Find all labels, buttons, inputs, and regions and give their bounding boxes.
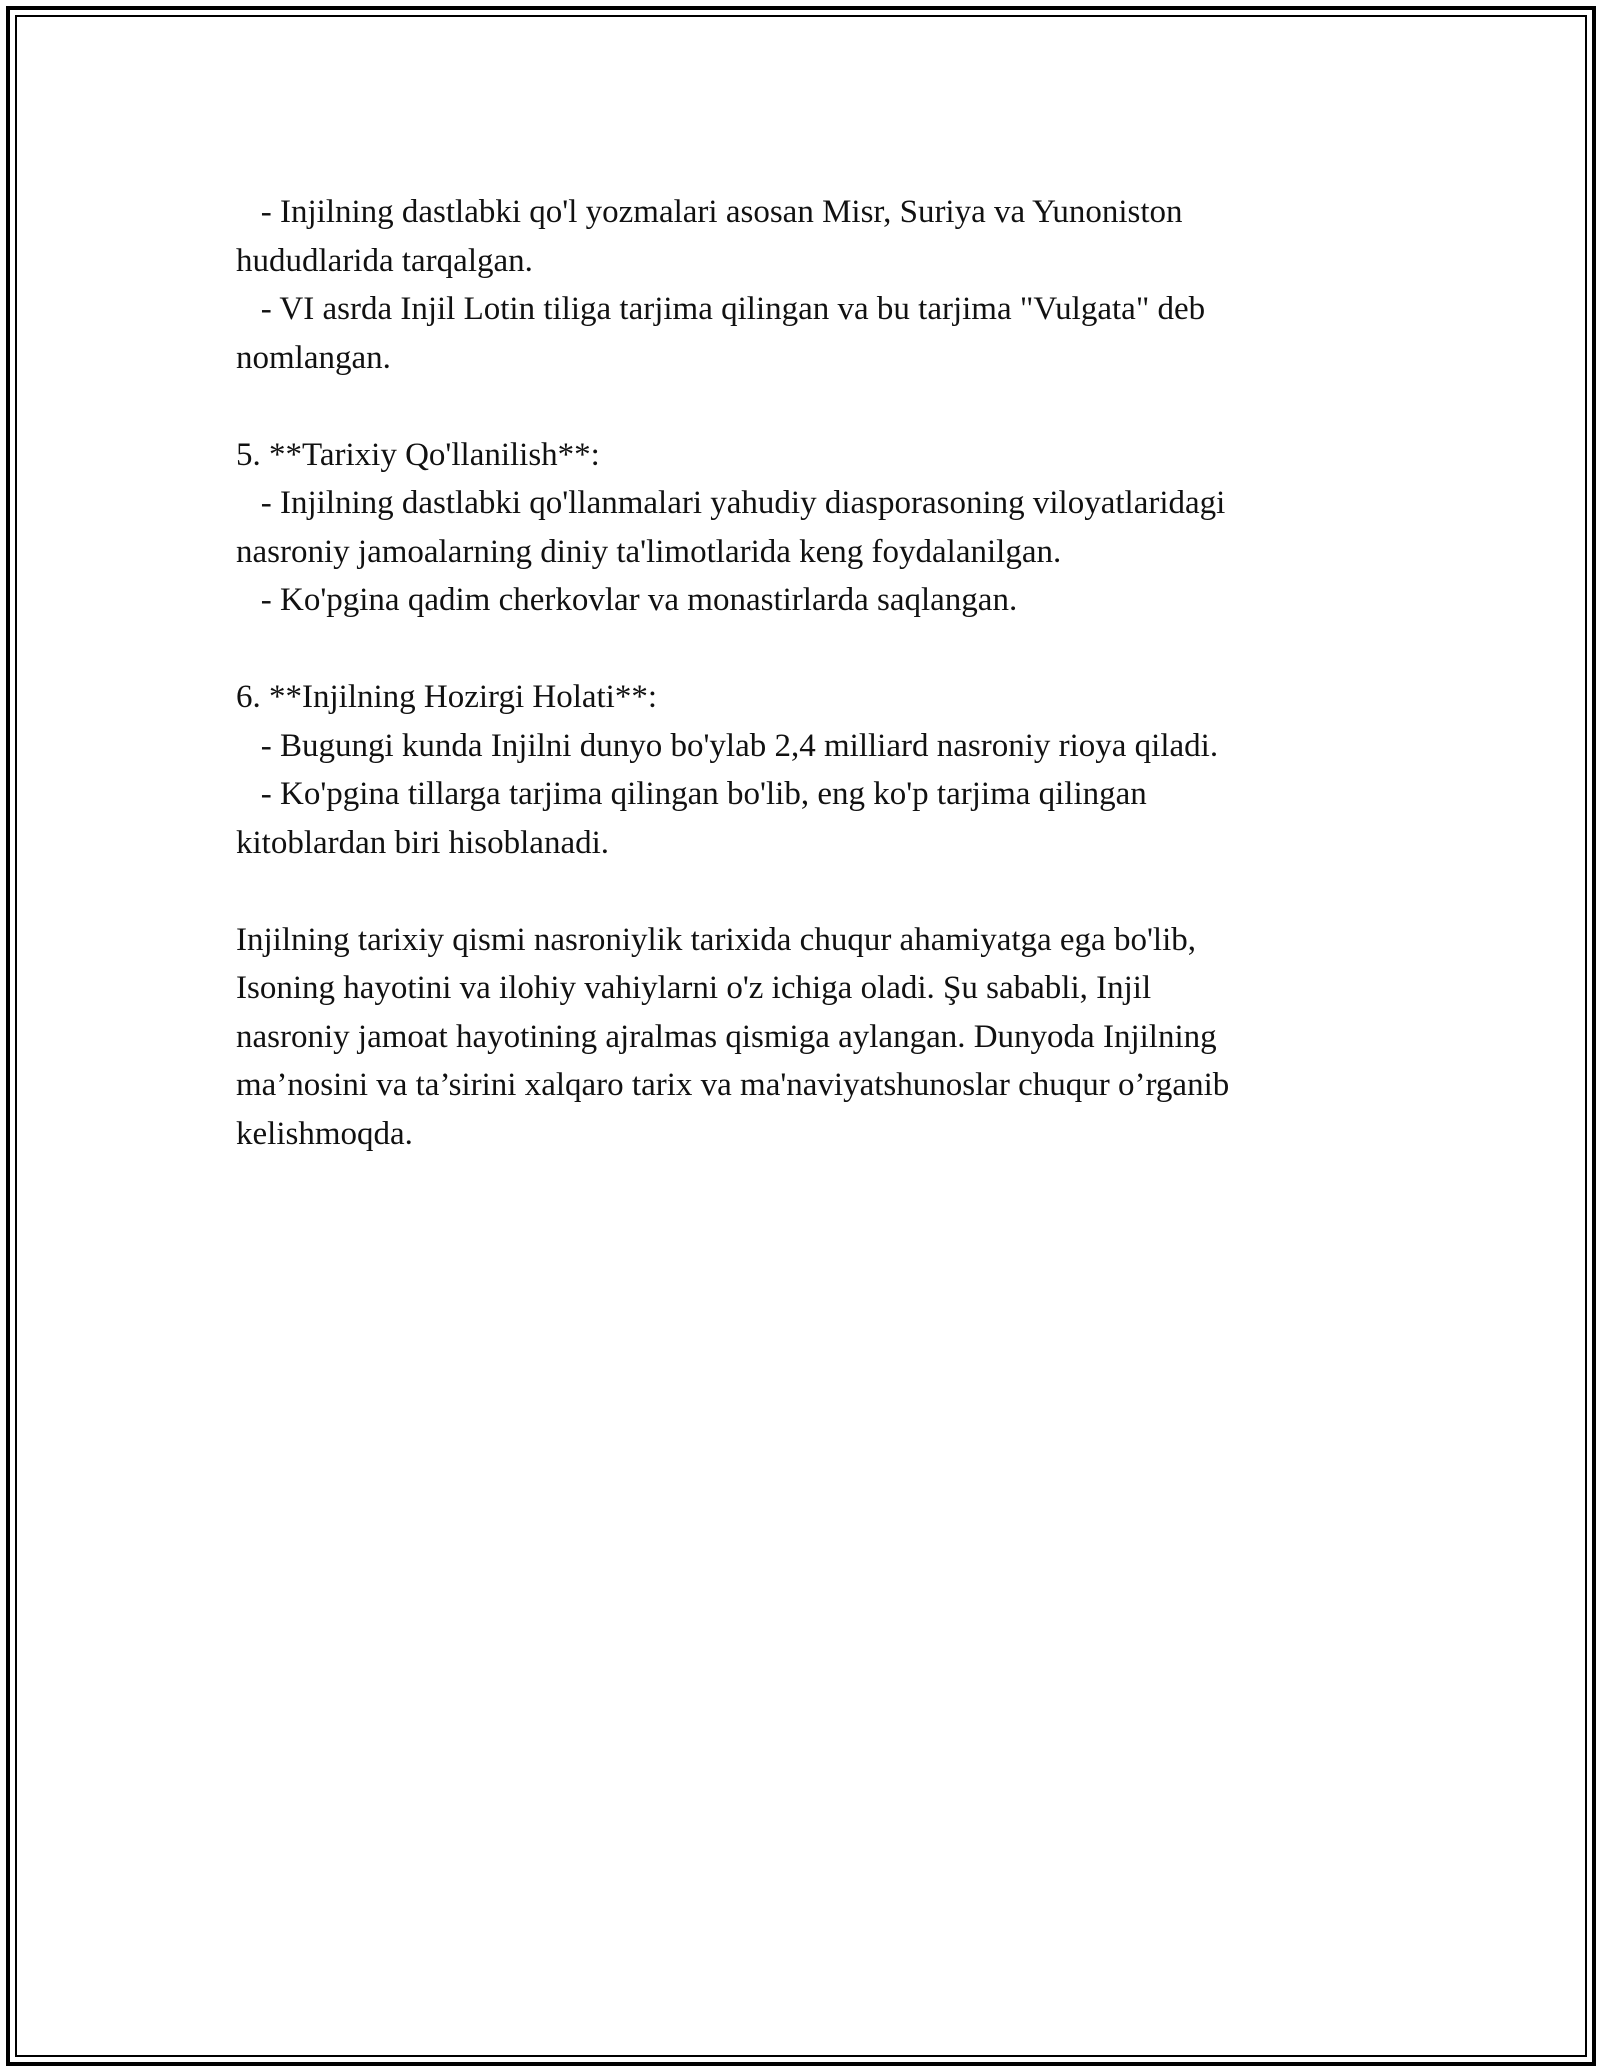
text-line: - Ko'pgina qadim cherkovlar va monastirlarda saqlangan. [236, 582, 1018, 618]
text-line: kitoblardan biri hisoblanadi. [236, 824, 610, 861]
text-line: ma’nosini va ta’sirini xalqaro tarix va ma'naviyatshunoslar chuqur o’rganib [236, 1067, 1230, 1103]
text-line: - Ko'pgina tillarga tarjima qilingan bo'lib, eng ko'p tarjima qilingan [236, 776, 1147, 812]
paragraph-gap [236, 382, 1366, 431]
text-line: nomlangan. [236, 339, 391, 376]
text-line: - Injilning dastlabki qo'llanmalari yahudiy diasporasoning viloyatlaridagi [236, 485, 1226, 521]
text-line: - Injilning dastlabki qo'l yozmalari asosan Misr, Suriya va Yunoniston [236, 194, 1183, 230]
text-line: Isoning hayotini va ilohiy vahiylarni o'z ichiga oladi. Şu sababli, Injil [236, 970, 1152, 1006]
text-line: hududlarida tarqalgan. [236, 242, 533, 279]
text-line: - Bugungi kunda Injilni dunyo bo'ylab 2,4 milliard nasroniy rioya qiladi. [236, 727, 1219, 764]
text-line: nasroniy jamoalarning diniy ta'limotlarida keng foydalanilgan. [236, 533, 1062, 570]
section-heading: 5. **Tarixiy Qo'llanilish**: [236, 436, 600, 473]
text-line: kelishmoqda. [236, 1115, 413, 1152]
paragraph-gap [236, 625, 1366, 674]
text-line: nasroniy jamoat hayotining ajralmas qismiga aylangan. Dunyoda Injilning [236, 1018, 1217, 1055]
text-line: - VI asrda Injil Lotin tiliga tarjima qilingan va bu tarjima "Vulgata" deb [236, 291, 1206, 327]
document-body [236, 188, 1366, 1158]
section-heading: 6. **Injilning Hozirgi Holati**: [236, 679, 658, 715]
text-line: Injilning tarixiy qismi nasroniylik tarixida chuqur ahamiyatga ega bo'lib, [236, 921, 1196, 958]
paragraph-gap [236, 867, 1366, 916]
